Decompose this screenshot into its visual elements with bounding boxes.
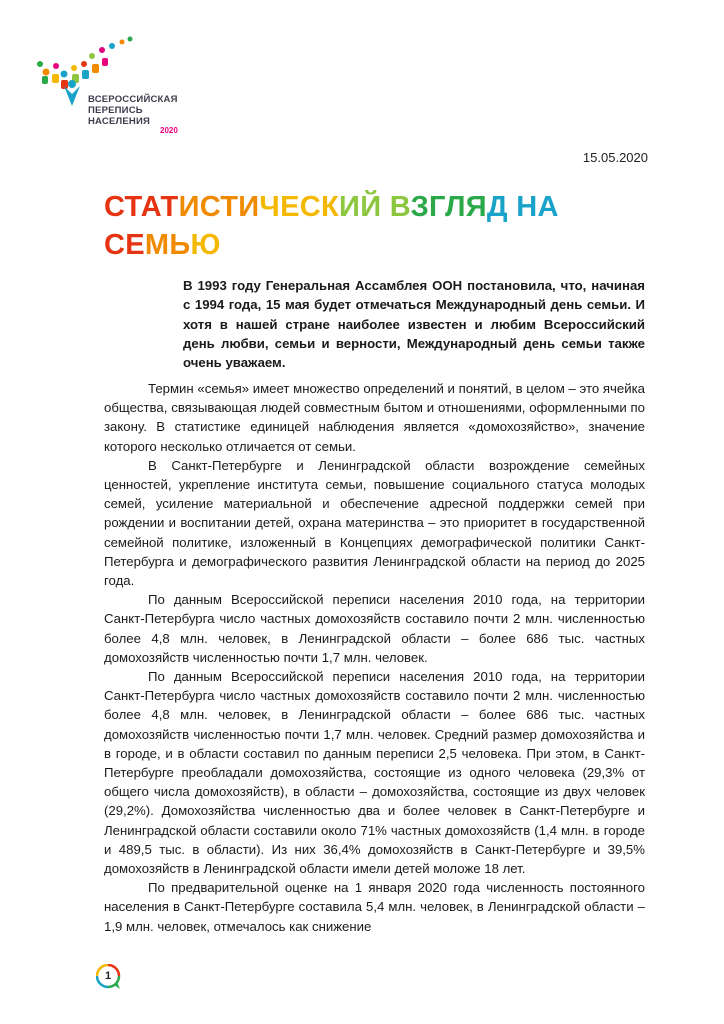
body-paragraph: В Санкт-Петербурге и Ленинградской области возрождение семейных ценностей, укрепление института семьи, повышение социального статуса молодых семей, усиление материальной и обеспечение адресной поддержки семей при рождении и воспитании детей, охрана материнства – это приоритет в государственной семейной политике, изложенный в Концепциях демографической политики Санкт-Петербурга и демографического развития Ленинградской области на период до 2025 года. xyxy=(104,457,645,589)
title-line: СЕМЬЮ xyxy=(104,229,221,261)
logo-line: ПЕРЕПИСЬ xyxy=(88,105,143,116)
document-date: 15.05.2020 xyxy=(582,150,648,165)
article-body xyxy=(104,379,645,936)
body-paragraph: По предварительной оценке на 1 января 2020 года численность постоянного населения в Санкт-Петербурге составила 5,4 млн. человек, в Ленинградской области – 1,9 млн. человек, отмечалось как снижение xyxy=(104,880,645,934)
title-line: СТАТИСТИЧЕСКИЙ ВЗГЛЯД НА xyxy=(104,191,559,223)
logo-line: НАСЕЛЕНИЯ xyxy=(88,116,151,127)
lead-paragraph: В 1993 году Генеральная Ассамблея ООН постановила, что, начиная с 1994 года, 15 мая будет отмечаться Международный день семьи. И хотя в нашей стране наиболее известен и любим Всероссийский день любви, семьи и верности, Международный день семьи также очень уважаем. xyxy=(183,278,645,371)
page-number: 1 xyxy=(104,970,112,982)
census-logo-icon xyxy=(34,34,204,144)
logo-line: ВСЕРОССИЙСКАЯ xyxy=(88,94,178,105)
body-paragraph: Термин «семья» имеет множество определений и понятий, в целом – это ячейка общества, связывающая людей совместным бытом и отношениями, оформленными по закону. В статистике единицей наблюдения является «домохозяйство», значение которого несколько отличается от семьи. xyxy=(104,381,645,454)
logo-year: 2020 xyxy=(160,126,178,135)
body-paragraph: По данным Всероссийской переписи населения 2010 года, на территории Санкт-Петербурга число частных домохозяйств составило почти 2 млн. численностью более 4,8 млн. человек, в Ленинградской области – более 686 тыс. частных домохозяйств численностью почти 1,7 млн. человек. Средний размер домохозяйства и в городе, и в области составил по данным переписи 2,5 человека. При этом, в Санкт-Петербурге преобладали домохозяйства, состоящие из одного человека (29,3% от общего числа домохозяйств), в области – домохозяйства, состоящие из двух человек (29,2%). Домохозяйства численностью два и более человек в Санкт-Петербурге и Ленинградской области составили около 71% частных домохозяйств (1,4 млн. в городе и 489,5 тыс. в области). Из них 36,4% домохозяйств в Санкт-Петербурге и 39,5% домохозяйств в Ленинградской области имели детей моложе 18 лет. xyxy=(104,669,645,877)
page-title xyxy=(104,188,644,264)
body-paragraph: По данным Всероссийской переписи населения 2010 года, на территории Санкт-Петербурга число частных домохозяйств составило почти 2 млн. численностью более 4,8 млн. человек, в Ленинградской области – более 686 тыс. частных домохозяйств численностью почти 1,7 млн. человек. xyxy=(104,592,645,665)
logo-wordmark xyxy=(88,94,178,127)
